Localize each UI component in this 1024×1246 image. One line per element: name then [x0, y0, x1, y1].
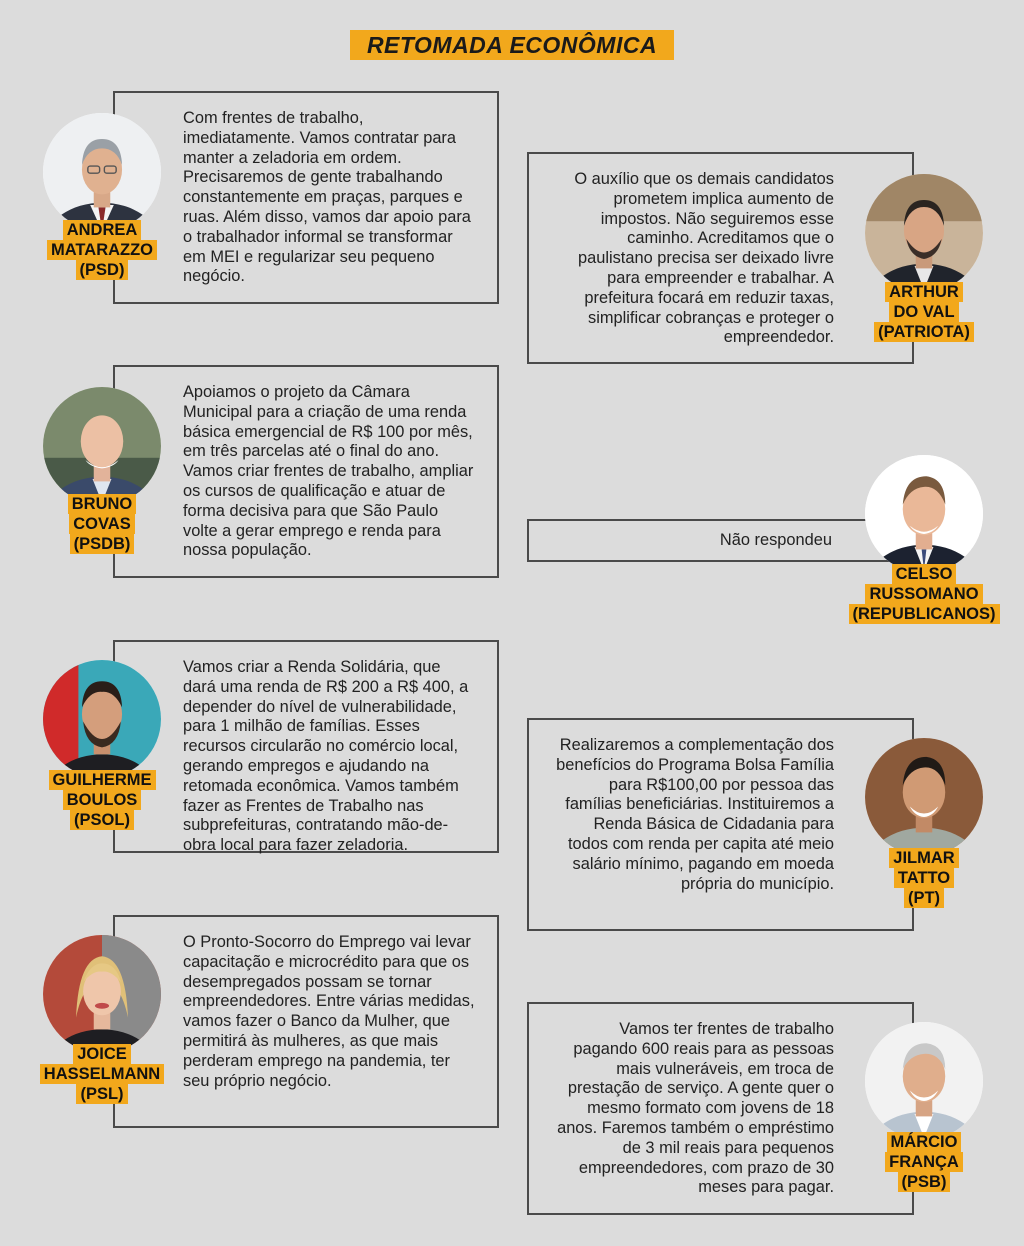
first-name: CELSO: [892, 564, 957, 584]
first-name: JOICE: [73, 1044, 131, 1064]
answer-box-russomano: [527, 519, 914, 562]
candidate-photo-boulos: [43, 660, 161, 778]
last-name: HASSELMANN: [40, 1064, 164, 1084]
answer-box-boulos: [113, 640, 499, 853]
answer-box-franca: [527, 1002, 914, 1215]
last-name: BOULOS: [63, 790, 142, 810]
page-title: RETOMADA ECONÔMICA: [366, 32, 658, 58]
candidate-name-russomano: [844, 564, 1004, 624]
title-bar: [350, 30, 674, 60]
first-name: BRUNO: [68, 494, 137, 514]
first-name: MÁRCIO: [887, 1132, 962, 1152]
last-name: RUSSOMANO: [865, 584, 982, 604]
last-name: COVAS: [69, 514, 134, 534]
candidate-photo-hasselmann: [43, 935, 161, 1053]
last-name: FRANÇA: [885, 1152, 963, 1172]
candidate-photo-franca: [865, 1022, 983, 1140]
candidate-name-boulos: [36, 770, 168, 830]
candidate-photo-russomano: [865, 455, 983, 573]
party-label: (PT): [904, 888, 944, 908]
party-label: (PSOL): [70, 810, 134, 830]
answer-text: Apoiamos o projeto da Câmara Municipal para a criação de uma renda básica emergencial de R$ 100 por mês, em três parcelas até o final do ano. Vamos criar frentes de trabalho, ampliar os cursos de qualificação e atuar de forma decisiva para que São Paulo volte a gerar emprego e renda para nossa população.: [183, 383, 474, 560]
candidate-name-covas: [36, 494, 168, 554]
party-label: (PSD): [76, 260, 129, 280]
party-label: (PSL): [76, 1084, 127, 1104]
answer-box-tatto: [527, 718, 914, 931]
party-label: (PATRIOTA): [874, 322, 974, 342]
answer-text: O auxílio que os demais candidatos prometem implica aumento de impostos. Não seguiremos esse caminho. Acreditamos que o paulistano precisa ser deixado livre para empreender e trabalhar. A prefeitura focará em reduzir taxas, simplificar cobranças e proteger o empreendedor.: [574, 170, 834, 347]
answer-text: Vamos criar a Renda Solidária, que dará uma renda de R$ 200 a R$ 400, a depender do nível de vulnerabilidade, para 1 milhão de famílias. Esses recursos circularão no comércio local, gerando empregos e ajudando na retomada econômica. Vamos também fazer as Frentes de Trabalho nas subprefeituras, contratando mão-de-obra local para fazer zeladoria.: [183, 658, 469, 855]
answer-box-covas: [113, 365, 499, 578]
answer-box-do-val: [527, 152, 914, 364]
answer-text: Com frentes de trabalho, imediatamente. Vamos contratar para manter a zeladoria em ordem. Precisaremos de gente trabalhando constantemente em praças, parques e ruas. Além disso, vamos dar apoio para o trabalhador informal se transformar em MEI e regularizar seu pequeno negócio.: [183, 109, 471, 286]
last-name: DO VAL: [889, 302, 958, 322]
candidate-photo-do-val: [865, 174, 983, 292]
first-name: GUILHERME: [49, 770, 156, 790]
candidate-photo-tatto: [865, 738, 983, 856]
candidate-photo-covas: [43, 387, 161, 505]
answer-text: Vamos ter frentes de trabalho pagando 600 reais para as pessoas mais vulneráveis, em troca de prestação de serviço. A gente quer o mesmo formato com jovens de 18 anos. Faremos também o empréstimo de 3 mil reais para pequenos empreendedores, com prazo de 30 meses para pagar.: [557, 1020, 834, 1197]
party-label: (REPUBLICANOS): [849, 604, 1000, 624]
answer-text: Realizaremos a complementação dos benefícios do Programa Bolsa Família para R$100,00 por pessoa das famílias beneficiárias. Instituiremos a Renda Básica de Cidadania para todos com renda per capita até meio salário mínimo, pagando em moeda própria do município.: [556, 736, 834, 893]
answer-text: O Pronto-Socorro do Emprego vai levar capacitação e microcrédito para que os desempregados possam se tornar empreendedores. Entre várias medidas, vamos fazer o Banco da Mulher, que permitirá às mulheres, as que mais perderam emprego na pandemia, ter seu próprio negócio.: [183, 933, 475, 1090]
last-name: TATTO: [894, 868, 954, 888]
answer-box-matarazzo: [113, 91, 499, 304]
party-label: (PSB): [898, 1172, 951, 1192]
answer-text: Não respondeu: [719, 531, 832, 549]
candidate-name-matarazzo: [36, 220, 168, 280]
first-name: JILMAR: [889, 848, 958, 868]
candidate-photo-matarazzo: [43, 113, 161, 231]
party-label: (PSDB): [70, 534, 135, 554]
candidate-name-tatto: [858, 848, 990, 908]
candidate-name-franca: [858, 1132, 990, 1192]
candidate-name-do-val: [858, 282, 990, 342]
candidate-name-hasselmann: [30, 1044, 174, 1104]
first-name: ARTHUR: [885, 282, 963, 302]
last-name: MATARAZZO: [47, 240, 157, 260]
first-name: ANDREA: [63, 220, 142, 240]
